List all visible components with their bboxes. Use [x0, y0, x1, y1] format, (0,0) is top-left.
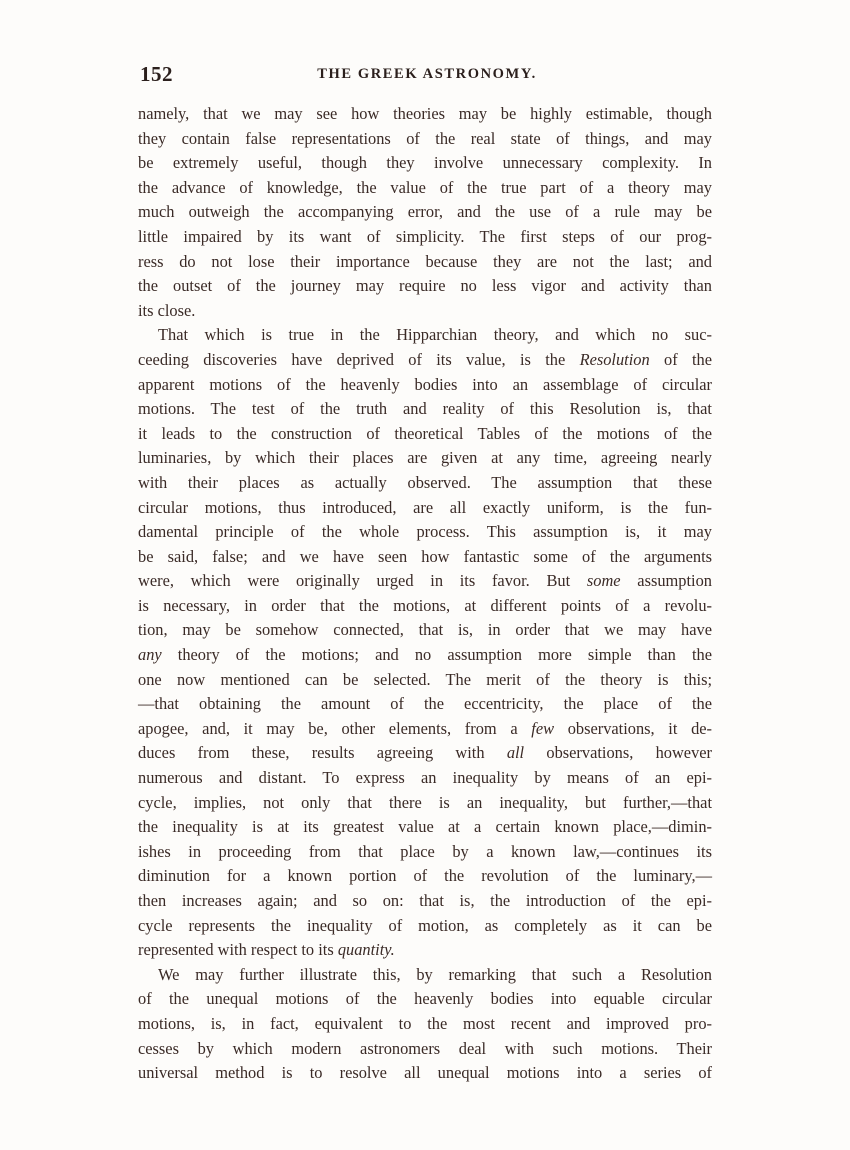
text-line	[138, 938, 712, 963]
text-line	[138, 1012, 712, 1037]
text-run: cycle, implies, not only that there is an inequality, but further,—that	[138, 792, 712, 812]
text-line	[138, 1037, 712, 1062]
text-run: numerous and distant. To express an inequality by means of an epi-	[138, 768, 712, 788]
text-run: motions, is, in fact, equivalent to the most recent and improved pro-	[138, 1013, 712, 1033]
text-line	[138, 299, 712, 324]
italic-text: all	[506, 743, 525, 763]
text-run: it leads to the construction of theoretical Tables of the motions of the	[138, 423, 712, 443]
text-run: We may further illustrate this, by remarking that such a Resolution	[158, 964, 712, 984]
text-run: then increases again; and so on: that is, the introduction of the epi-	[138, 891, 712, 910]
text-run: be extremely useful, though they involve unnecessary complexity. In	[138, 153, 712, 173]
text-line	[138, 446, 712, 471]
text-run: one now mentioned can be selected. The merit of the theory is this;	[138, 669, 712, 689]
text-run: were, which were originally urged in its favor. But	[138, 571, 587, 591]
text-line	[138, 471, 712, 496]
text-run: its close.	[138, 300, 196, 320]
text-line	[138, 397, 712, 422]
text-run: luminaries, by which their places are given at any time, agreeing nearly	[138, 448, 712, 468]
text-run: the outset of the journey may require no less vigor and activity than	[138, 276, 712, 296]
text-run: cycle represents the inequality of motion, as completely as it can be	[138, 915, 712, 935]
text-line	[138, 668, 712, 693]
text-run: duces from these, results agreeing with	[138, 743, 507, 763]
text-line	[138, 545, 712, 570]
body-text	[138, 102, 712, 1086]
text-run: ress do not lose their importance because they are not the last; and	[138, 251, 712, 271]
text-run: the advance of knowledge, the value of the true part of a theory may	[138, 177, 712, 197]
text-line	[138, 594, 712, 619]
text-line	[138, 643, 712, 668]
text-line	[138, 348, 712, 373]
text-run: with their places as actually observed. The assumption that these	[138, 472, 712, 492]
text-line	[138, 889, 712, 914]
text-run: theory of the motions; and no assumption more simple than the	[161, 645, 712, 665]
text-run: ishes in proceeding from that place by a known law,—continues its	[138, 841, 712, 861]
text-line	[138, 496, 712, 521]
text-line	[138, 176, 712, 201]
text-line	[138, 373, 712, 398]
text-line	[138, 520, 712, 545]
italic-text: Resolution	[579, 349, 650, 369]
text-run: universal method is to resolve all unequal motions into a series of	[138, 1063, 712, 1083]
text-run: they contain false representations of the real state of things, and may	[138, 128, 712, 148]
text-line	[138, 102, 712, 127]
text-run: observations, however	[524, 743, 712, 763]
text-line	[138, 151, 712, 176]
text-run: cesses by which modern astronomers deal with such motions. Their	[138, 1038, 712, 1058]
text-line	[138, 692, 712, 717]
running-head	[140, 62, 714, 88]
text-line	[138, 791, 712, 816]
text-run: namely, that we may see how theories may be highly estimable, though	[138, 104, 712, 123]
text-line	[138, 323, 712, 348]
text-line	[138, 815, 712, 840]
text-line	[138, 963, 712, 988]
text-run: much outweigh the accompanying error, and the use of a rule may be	[138, 202, 712, 222]
text-run: of the unequal motions of the heavenly bodies into equable circular	[138, 989, 712, 1009]
text-run: tion, may be somehow connected, that is, in order that we may have	[138, 620, 712, 640]
text-line	[138, 741, 712, 766]
text-line	[138, 1061, 712, 1086]
text-run: —that obtaining the amount of the eccentricity, the place of the	[138, 694, 712, 714]
text-line	[138, 422, 712, 447]
text-run: observations, it de-	[554, 718, 712, 738]
text-run: the inequality is at its greatest value at a certain known place,—dimin-	[138, 817, 712, 837]
text-run: damental principle of the whole process. This assumption is, it may	[138, 522, 712, 542]
text-line	[138, 717, 712, 742]
text-line	[138, 274, 712, 299]
text-run: is necessary, in order that the motions, at different points of a revolu-	[138, 595, 712, 615]
italic-text: any	[138, 645, 162, 665]
italic-text: some	[586, 571, 621, 591]
italic-text: quantity.	[337, 940, 395, 960]
text-line	[138, 987, 712, 1012]
running-title: THE GREEK ASTRONOMY.	[317, 66, 537, 82]
text-run: represented with respect to its	[138, 940, 338, 960]
text-line	[138, 766, 712, 791]
text-run: of the	[649, 349, 712, 369]
text-run: ceeding discoveries have deprived of its value, is the	[138, 349, 580, 369]
text-line	[138, 225, 712, 250]
page-number: 152	[140, 62, 173, 86]
text-run: That which is true in the Hipparchian theory, and which no suc-	[158, 325, 712, 345]
text-run: motions. The test of the truth and reality of this Resolution is, that	[138, 399, 712, 419]
text-run: circular motions, thus introduced, are all exactly uniform, is the fun-	[138, 497, 712, 517]
text-line	[138, 127, 712, 152]
italic-text: few	[531, 718, 555, 738]
text-run: little impaired by its want of simplicity. The first steps of our prog-	[138, 226, 712, 246]
text-line	[138, 250, 712, 275]
text-line	[138, 840, 712, 865]
text-run: apogee, and, it may be, other elements, from a	[138, 718, 532, 738]
text-run: diminution for a known portion of the revolution of the luminary,—	[138, 866, 712, 886]
text-line	[138, 914, 712, 939]
text-line	[138, 200, 712, 225]
text-line	[138, 864, 712, 889]
text-run: be said, false; and we have seen how fantastic some of the arguments	[138, 546, 712, 566]
text-line	[138, 618, 712, 643]
text-run: apparent motions of the heavenly bodies into an assemblage of circular	[138, 374, 712, 394]
text-run: assumption	[620, 571, 712, 591]
text-line	[138, 569, 712, 594]
